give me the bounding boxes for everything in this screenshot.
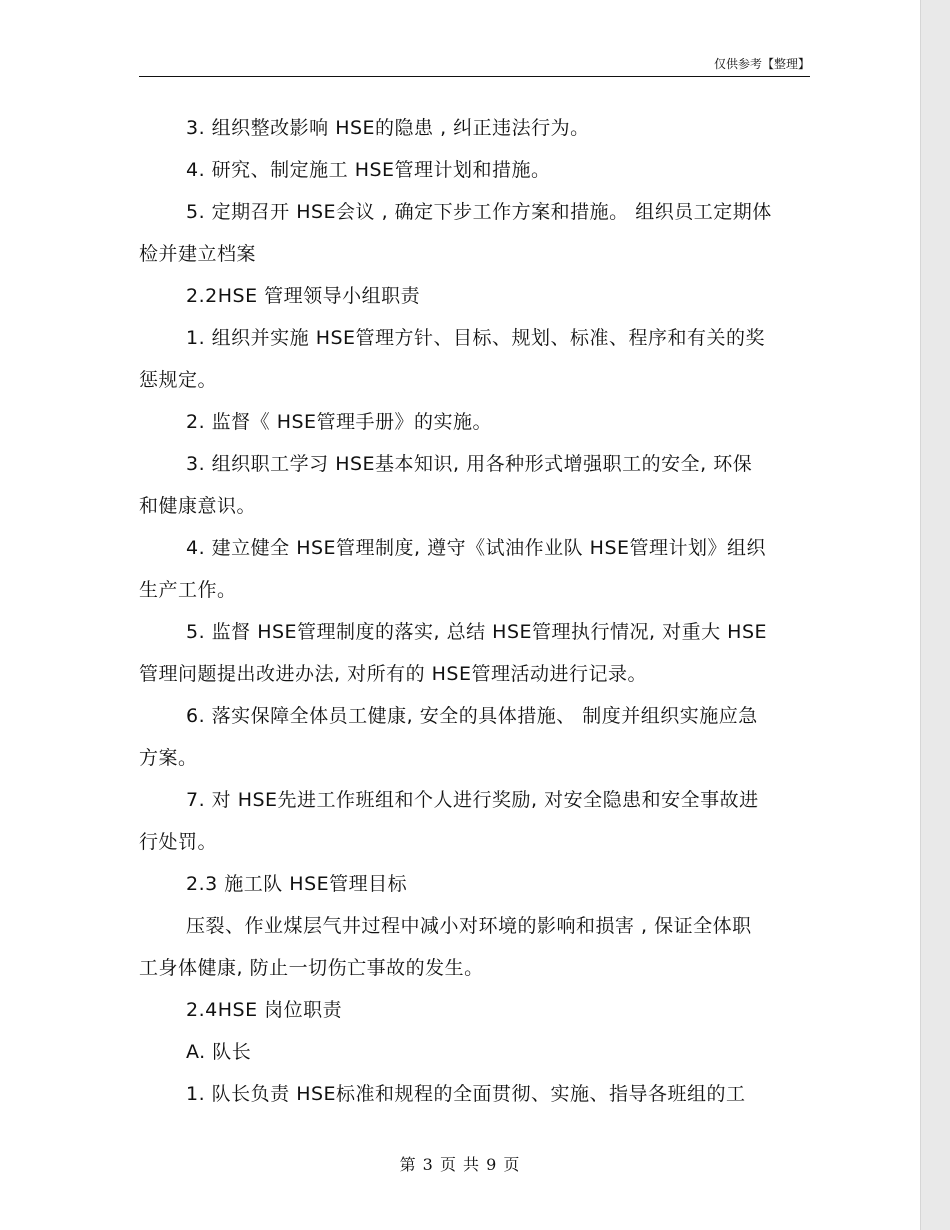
body-line: 惩规定。 — [139, 369, 218, 391]
body-line: 压裂、作业煤层气井过程中减小对环境的影响和损害 , 保证全体职 — [186, 915, 752, 937]
page-header — [139, 56, 810, 77]
body-line: 5. 监督 HSE管理制度的落实, 总结 HSE管理执行情况, 对重大 HSE — [186, 621, 768, 643]
body-line: 生产工作。 — [139, 579, 237, 601]
section-heading: 2.4HSE 岗位职责 — [186, 999, 343, 1021]
body-line: 6. 落实保障全体员工健康, 安全的具体措施、 制度并组织实施应急 — [186, 705, 758, 727]
body-line: 检并建立档案 — [139, 243, 257, 265]
body-line: 和健康意识。 — [139, 495, 257, 517]
body-line: 管理问题提出改进办法, 对所有的 HSE管理活动进行记录。 — [139, 663, 647, 685]
body-line: 5. 定期召开 HSE会议 , 确定下步工作方案和措施。 组织员工定期体 — [186, 201, 772, 223]
page-footer — [0, 1154, 920, 1176]
document-body — [139, 107, 819, 1115]
section-heading: 2.2HSE 管理领导小组职责 — [186, 285, 421, 307]
body-line: 3. 组织整改影响 HSE的隐患 , 纠正违法行为。 — [186, 117, 590, 139]
body-line: 2. 监督《 HSE管理手册》的实施。 — [186, 411, 493, 433]
body-line: 1. 队长负责 HSE标准和规程的全面贯彻、实施、指导各班组的工 — [186, 1083, 746, 1105]
body-line: 4. 建立健全 HSE管理制度, 遵守《试油作业队 HSE管理计划》组织 — [186, 537, 767, 559]
body-line: 工身体健康, 防止一切伤亡事故的发生。 — [139, 957, 484, 979]
body-line: 7. 对 HSE先进工作班组和个人进行奖励, 对安全隐患和安全事故进 — [186, 789, 759, 811]
body-line: 3. 组织职工学习 HSE基本知识, 用各种形式增强职工的安全, 环保 — [186, 453, 753, 475]
subsection-heading: A. 队长 — [186, 1041, 252, 1063]
body-line: 方案。 — [139, 747, 198, 769]
page-number: 第 3 页 共 9 页 — [399, 1155, 521, 1174]
body-line: 4. 研究、制定施工 HSE管理计划和措施。 — [186, 159, 551, 181]
section-heading: 2.3 施工队 HSE管理目标 — [186, 873, 408, 895]
header-text: 仅供参考【整理】 — [713, 57, 810, 71]
body-line: 行处罚。 — [139, 831, 218, 853]
body-line: 1. 组织并实施 HSE管理方针、目标、规划、标准、程序和有关的奖 — [186, 327, 766, 349]
